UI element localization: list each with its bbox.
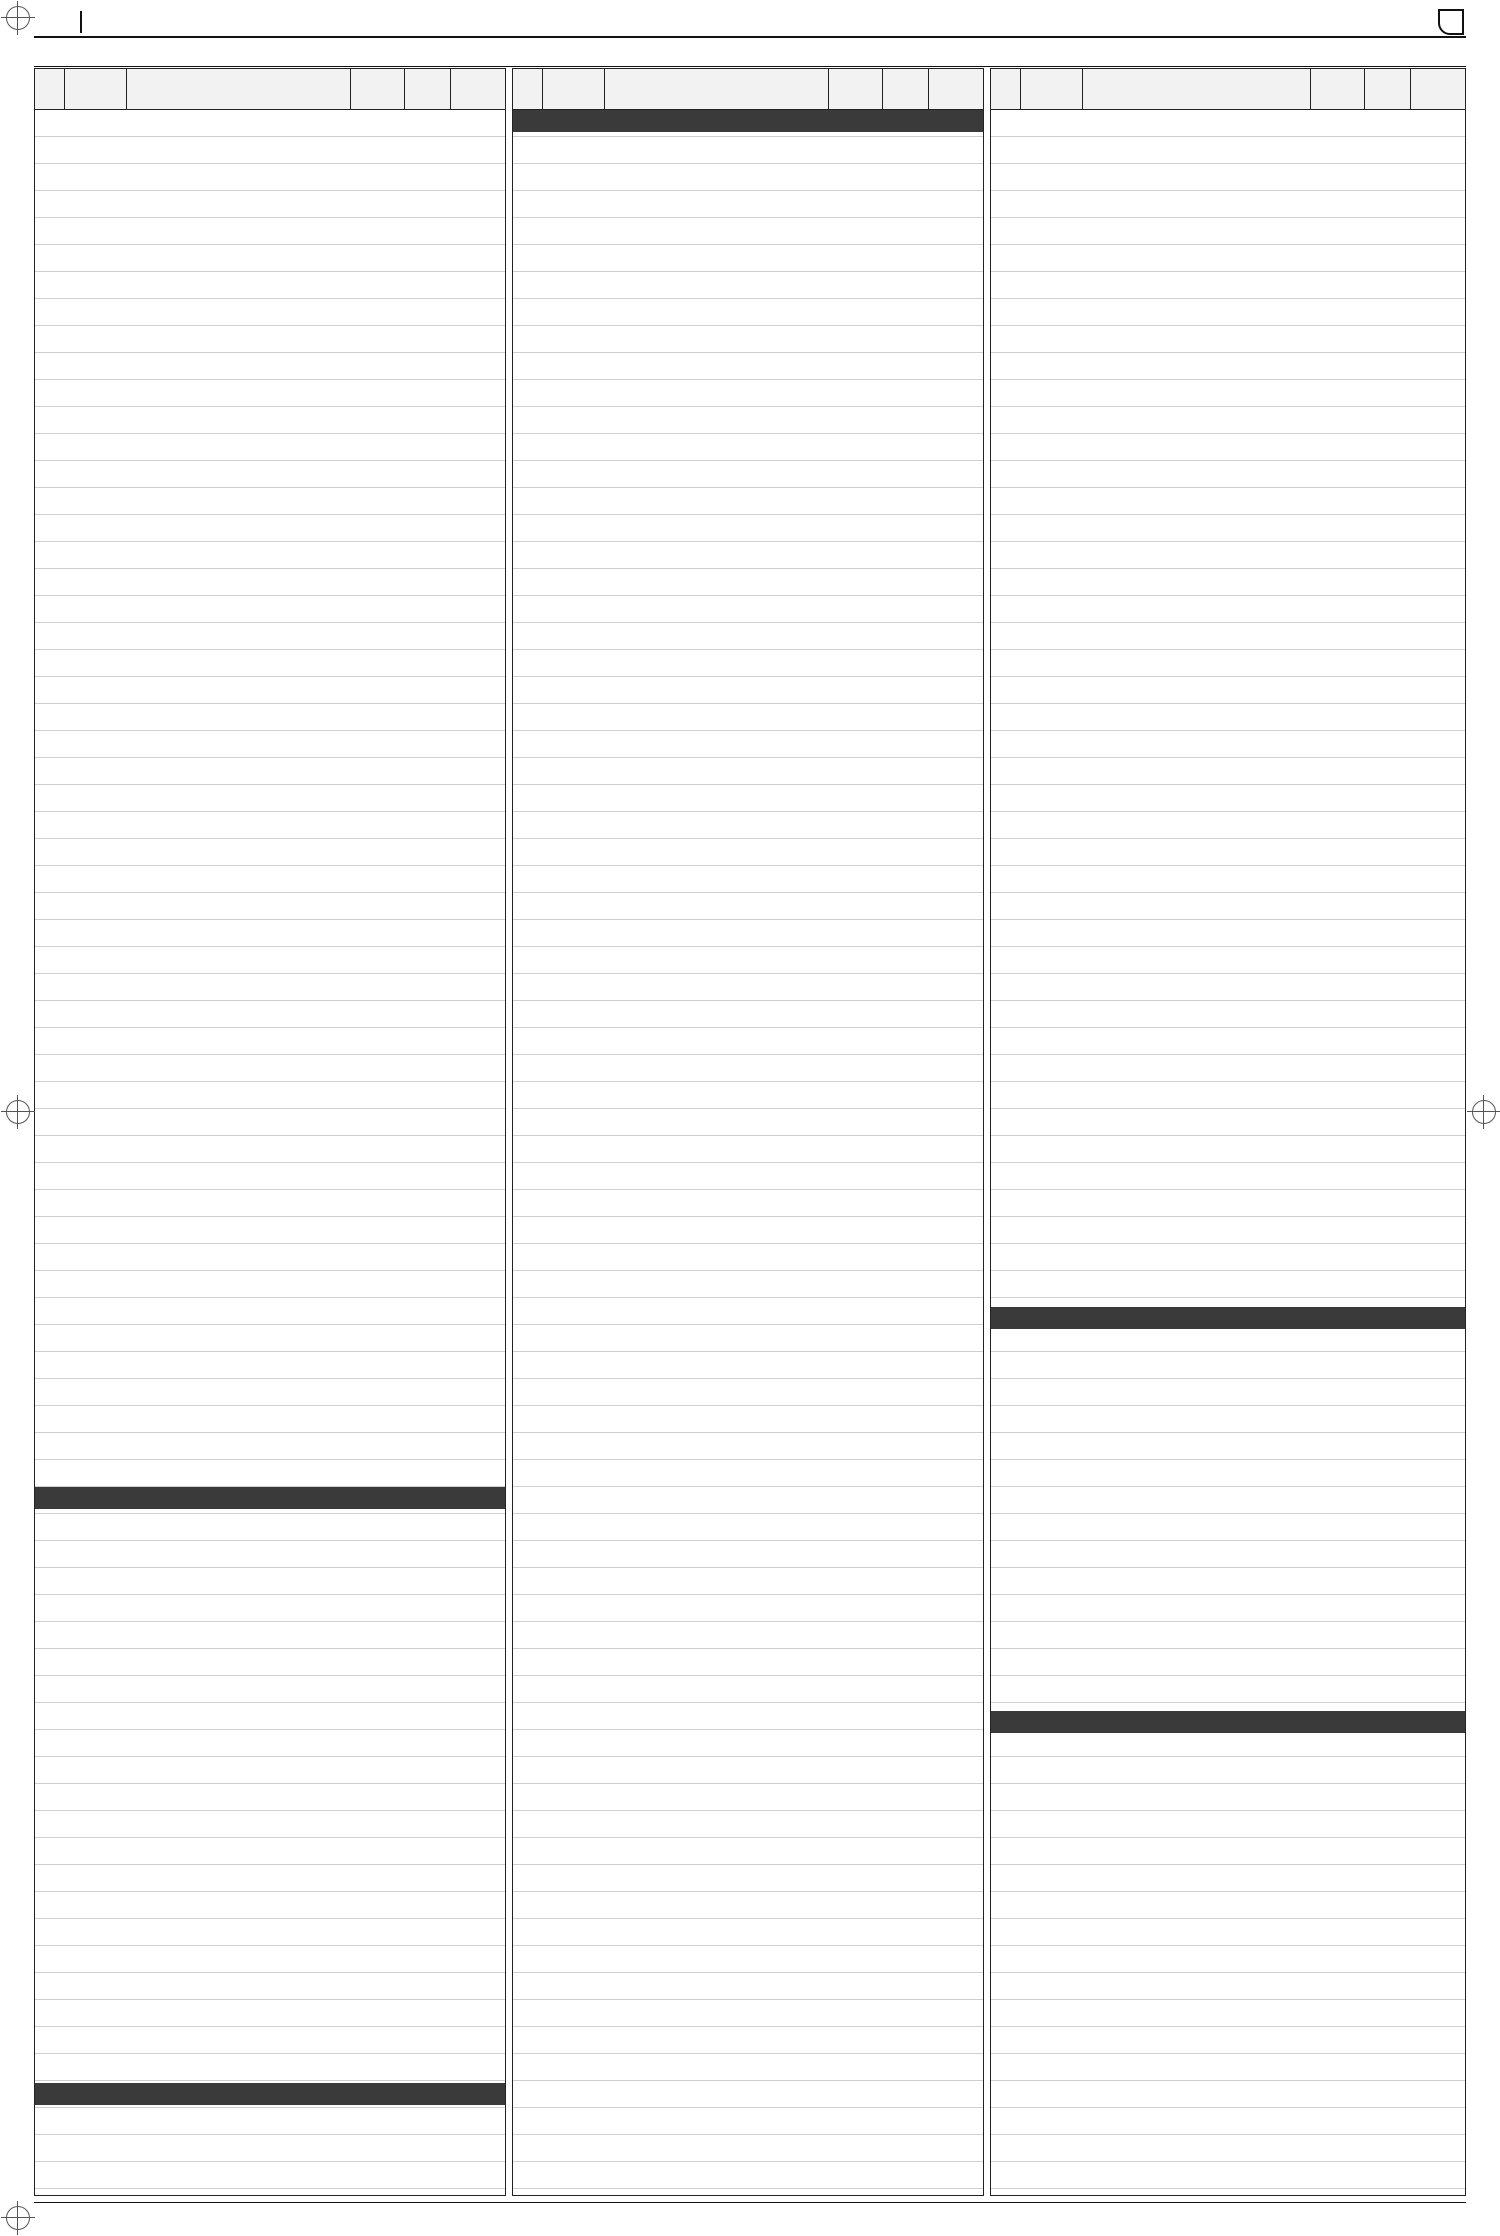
table-body [991, 110, 1465, 2195]
table-body [513, 110, 983, 2195]
header-account [543, 69, 605, 109]
header-serial [513, 69, 543, 109]
header-amount [351, 69, 405, 109]
table-body [35, 110, 505, 2195]
header-name-address [127, 69, 351, 109]
list-column-3 [990, 68, 1466, 2196]
list-column-1 [34, 68, 506, 2196]
newspaper-page [34, 8, 1466, 2230]
header-weight [1365, 69, 1411, 109]
section-band [513, 110, 983, 132]
header-name-address [1083, 69, 1311, 109]
header-divider [80, 11, 82, 33]
page-footer [34, 2202, 1466, 2227]
column-header-row [513, 69, 983, 110]
column-header-row [35, 69, 505, 110]
auction-list-columns [34, 68, 1466, 2196]
registration-mark [6, 2206, 30, 2230]
header-account [65, 69, 127, 109]
header-amount [829, 69, 883, 109]
section-band [35, 1487, 505, 1509]
list-column-2 [512, 68, 984, 2196]
registration-mark [6, 1100, 30, 1124]
page-header [34, 8, 1466, 38]
header-balance [929, 69, 983, 109]
section-band [35, 2083, 505, 2105]
header-account [1021, 69, 1083, 109]
header-balance [451, 69, 505, 109]
header-amount [1311, 69, 1365, 109]
notice-title [34, 40, 1466, 67]
registration-mark [6, 6, 30, 30]
column-header-row [991, 69, 1465, 110]
page-corner-ornament [1438, 9, 1464, 35]
header-balance [1411, 69, 1465, 109]
header-serial [991, 69, 1021, 109]
section-band [991, 1711, 1465, 1733]
header-serial [35, 69, 65, 109]
section-band [991, 1307, 1465, 1329]
registration-mark [1472, 1100, 1496, 1124]
header-weight [883, 69, 929, 109]
header-name-address [605, 69, 829, 109]
header-weight [405, 69, 451, 109]
